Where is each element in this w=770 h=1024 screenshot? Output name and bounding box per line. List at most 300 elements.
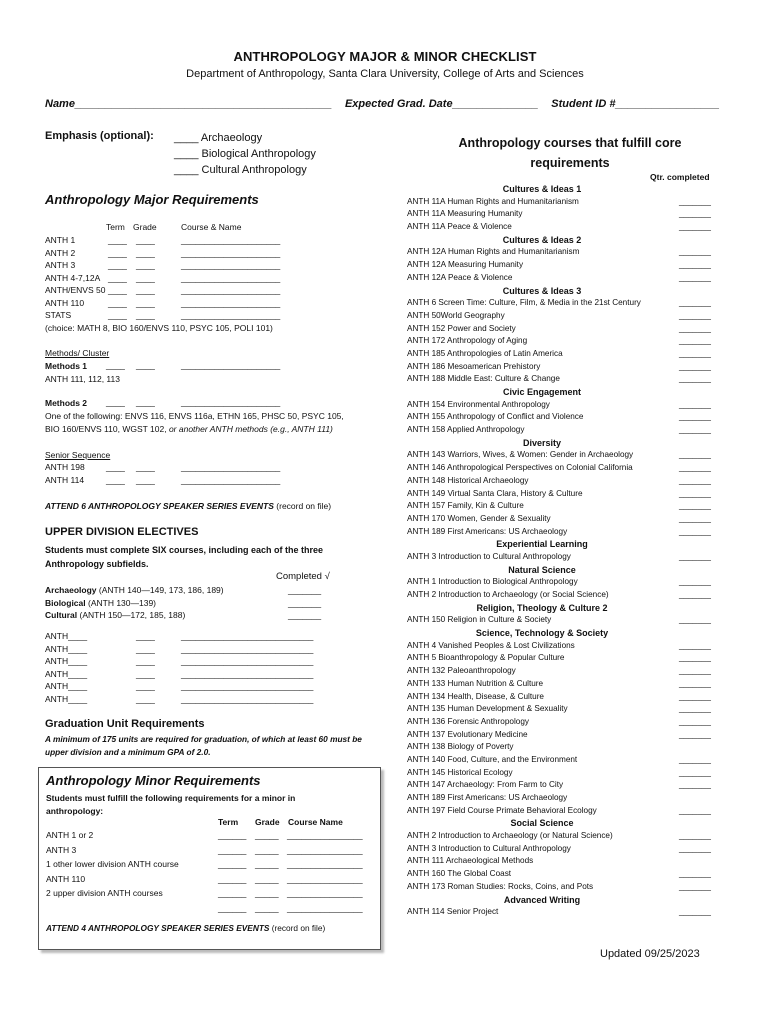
qtr-completed-blank[interactable]: _______ bbox=[679, 551, 711, 561]
completed-blank[interactable]: _______ bbox=[288, 610, 322, 620]
core-course-name: ANTH 189 First Americans: US Archaeology bbox=[407, 526, 568, 536]
anth-number-blank[interactable]: ANTH____ bbox=[45, 668, 88, 679]
grade-blank[interactable]: ____ bbox=[136, 272, 155, 283]
term-blank[interactable]: ____ bbox=[106, 474, 125, 485]
subfield-row bbox=[45, 609, 365, 622]
core-course-name: ANTH 143 Warriors, Wives, & Women: Gender in Archaeology bbox=[407, 450, 634, 460]
qtr-completed-blank[interactable]: _______ bbox=[679, 907, 711, 917]
core-course-row bbox=[407, 665, 727, 678]
course-name-blank[interactable]: _____________________ bbox=[181, 462, 281, 472]
grade-blank[interactable]: ____ bbox=[136, 297, 155, 308]
core-course-name: ANTH 50World Geography bbox=[407, 310, 505, 320]
minor-col-grade: Grade bbox=[255, 817, 280, 827]
student-id-field[interactable]: Student ID #_________________ bbox=[551, 98, 720, 110]
term-blank[interactable]: ____ bbox=[136, 631, 155, 641]
core-course-name: ANTH 138 Biology of Poverty bbox=[407, 742, 514, 752]
elective-row bbox=[45, 668, 365, 681]
core-course-name: ANTH 170 Women, Gender & Sexuality bbox=[407, 513, 551, 523]
graduation-text: A minimum of 175 units are required for graduation, of which at least 60 must be upper division and a minimum GPA of 2.0. bbox=[45, 734, 362, 757]
core-course-row bbox=[407, 323, 727, 336]
upper-division-heading: UPPER DIVISION ELECTIVES bbox=[45, 526, 199, 538]
course-name-blank[interactable]: ____________________________ bbox=[181, 668, 314, 679]
page-title: ANTHROPOLOGY MAJOR & MINOR CHECKLIST bbox=[233, 49, 537, 64]
methods-1-courses: ANTH 111, 112, 113 bbox=[45, 374, 120, 384]
core-course-row bbox=[407, 691, 727, 704]
emphasis-option[interactable]: ____ Biological Anthropology bbox=[174, 148, 316, 160]
core-course-name: ANTH 3 Introduction to Cultural Anthropology bbox=[407, 551, 571, 561]
grade-blank[interactable]: ____ bbox=[136, 474, 155, 485]
course-code: ANTH 110 bbox=[45, 297, 85, 308]
core-course-row bbox=[407, 868, 727, 881]
course-name-blank[interactable]: ________________ bbox=[287, 844, 363, 855]
course-name-blank[interactable]: _____________________ bbox=[181, 297, 281, 308]
subfield-row bbox=[45, 597, 365, 610]
qtr-completed-blank[interactable]: _______ bbox=[679, 412, 711, 422]
core-course-row bbox=[407, 399, 727, 412]
subfield-name: Biological bbox=[45, 597, 86, 608]
core-course-name: ANTH 145 Historical Ecology bbox=[407, 767, 513, 777]
term-blank[interactable]: ____ bbox=[136, 693, 155, 704]
qtr-completed-blank[interactable]: _______ bbox=[679, 501, 711, 511]
core-course-name: ANTH 160 The Global Coast bbox=[407, 869, 512, 879]
qtr-completed-blank[interactable]: _______ bbox=[679, 361, 711, 371]
core-category: Cultures & Ideas 1 bbox=[502, 184, 582, 194]
core-category: Experiential Learning bbox=[496, 539, 588, 550]
term-blank[interactable]: ______ bbox=[218, 844, 247, 855]
qtr-completed-blank[interactable]: _______ bbox=[679, 577, 711, 587]
core-course-name: ANTH 154 Environmental Anthropology bbox=[407, 399, 550, 409]
methods-1-term-blank[interactable]: ____ bbox=[106, 360, 125, 370]
subfield-rows bbox=[45, 584, 365, 622]
minor-row bbox=[46, 843, 376, 858]
major-col-grade: Grade bbox=[133, 222, 157, 232]
core-course-name: ANTH 147 Archaeology: From Farm to City bbox=[407, 780, 564, 790]
core-course-row bbox=[407, 246, 727, 259]
core-course-row bbox=[407, 652, 727, 665]
core-course-row bbox=[407, 335, 727, 348]
major-row bbox=[45, 272, 305, 285]
methods-2-term-blank[interactable]: ____ bbox=[106, 397, 125, 407]
anth-number-blank[interactable]: ANTH____ bbox=[45, 631, 88, 641]
minor-requirement: ANTH 110 bbox=[46, 873, 86, 884]
core-category: Natural Science bbox=[508, 564, 576, 575]
qtr-completed-blank[interactable]: _______ bbox=[679, 513, 711, 523]
core-course-row bbox=[407, 906, 727, 919]
course-name-blank[interactable]: _____________________ bbox=[181, 247, 281, 258]
core-course-row bbox=[407, 551, 727, 564]
qtr-completed-blank[interactable]: _______ bbox=[679, 336, 711, 346]
qtr-completed-blank[interactable]: _______ bbox=[679, 374, 711, 384]
anth-number-blank[interactable]: ANTH____ bbox=[45, 656, 88, 666]
grade-blank[interactable]: ____ bbox=[136, 310, 155, 320]
core-course-row bbox=[407, 475, 727, 488]
core-course-row bbox=[407, 462, 727, 475]
term-blank[interactable]: ____ bbox=[108, 247, 127, 258]
qtr-completed-blank[interactable]: _______ bbox=[679, 869, 711, 879]
elective-row bbox=[45, 693, 365, 706]
term-blank[interactable]: ____ bbox=[108, 285, 127, 295]
qtr-completed-blank[interactable]: _______ bbox=[679, 729, 711, 739]
course-name-blank[interactable]: ____________________________ bbox=[181, 681, 314, 691]
qtr-completed-blank[interactable]: _______ bbox=[679, 463, 711, 473]
anth-number-blank[interactable]: ANTH____ bbox=[45, 643, 88, 654]
qtr-completed-blank[interactable]: _______ bbox=[679, 780, 711, 790]
subfield-range: (ANTH 150—172, 185, 188) bbox=[77, 610, 186, 620]
core-course-name: ANTH 132 Paleoanthropology bbox=[407, 666, 516, 676]
qtr-completed-blank[interactable]: _______ bbox=[679, 298, 711, 308]
emphasis-options bbox=[174, 130, 316, 178]
minor-col-course: Course Name bbox=[288, 817, 343, 827]
completed-blank[interactable]: _______ bbox=[288, 597, 322, 608]
term-blank[interactable]: ____ bbox=[108, 297, 127, 308]
core-category: Advanced Writing bbox=[503, 894, 581, 905]
grade-blank[interactable]: _____ bbox=[255, 888, 279, 899]
core-course-name: ANTH 157 Family, Kin & Culture bbox=[407, 501, 524, 511]
course-code: STATS bbox=[45, 310, 72, 320]
core-category: Religion, Theology & Culture 2 bbox=[476, 602, 608, 613]
qtr-completed-blank[interactable]: _______ bbox=[679, 716, 711, 726]
core-course-name: ANTH 140 Food, Culture, and the Environment bbox=[407, 754, 578, 764]
qtr-completed-blank[interactable]: _______ bbox=[679, 222, 711, 232]
term-blank[interactable]: ____ bbox=[136, 656, 155, 666]
attend-minor-note: ATTEND 4 ANTHROPOLOGY SPEAKER SERIES EVENTS (record on file) bbox=[46, 923, 326, 933]
core-course-row bbox=[407, 449, 727, 462]
qtr-completed-blank[interactable]: _______ bbox=[679, 272, 711, 282]
course-name-blank[interactable]: ____________________________ bbox=[181, 643, 314, 654]
student-info-line bbox=[45, 98, 729, 110]
qtr-completed-blank[interactable]: _______ bbox=[679, 590, 711, 599]
qtr-completed-blank[interactable]: _______ bbox=[679, 526, 711, 536]
subfield-name: Cultural bbox=[45, 610, 78, 620]
grade-blank[interactable]: _____ bbox=[255, 844, 279, 855]
core-course-row bbox=[407, 830, 727, 843]
grade-blank[interactable]: _____ bbox=[255, 902, 279, 913]
qtr-completed-blank[interactable]: _______ bbox=[679, 348, 711, 358]
core-course-row bbox=[407, 754, 727, 767]
grade-blank[interactable]: ____ bbox=[136, 235, 155, 245]
qtr-completed-header: Qtr. completed bbox=[650, 172, 710, 182]
core-course-row bbox=[407, 221, 727, 234]
senior-sequence-rows bbox=[45, 461, 305, 486]
qtr-completed-blank[interactable]: _______ bbox=[679, 640, 711, 650]
core-category: Science, Technology & Society bbox=[475, 628, 609, 639]
core-course-row bbox=[407, 526, 727, 539]
core-category: Civic Engagement bbox=[502, 387, 582, 397]
course-name-blank[interactable]: ____________________________ bbox=[181, 656, 314, 666]
core-course-name: ANTH 6 Screen Time: Culture, Film, & Media in the 21st Century bbox=[407, 298, 641, 308]
methods-1-course-blank[interactable]: _____________________ bbox=[181, 360, 281, 370]
course-name-blank[interactable]: _____________________ bbox=[181, 272, 281, 283]
subfield-label bbox=[45, 597, 156, 610]
minor-row bbox=[46, 857, 376, 872]
core-category: Diversity bbox=[522, 437, 562, 448]
qtr-completed-blank[interactable]: _______ bbox=[679, 615, 711, 625]
course-code: ANTH/ENVS 50 bbox=[45, 285, 106, 295]
core-course-row bbox=[407, 741, 727, 754]
core-course-name: ANTH 173 Roman Studies: Rocks, Coins, and Pots bbox=[407, 881, 594, 891]
core-category: Cultures & Ideas 2 bbox=[502, 234, 582, 245]
subfield-range: (ANTH 130—139) bbox=[85, 597, 157, 608]
core-course-row bbox=[407, 272, 727, 285]
core-course-name: ANTH 11A Peace & Violence bbox=[407, 222, 512, 232]
course-code: ANTH 1 bbox=[45, 235, 76, 245]
anth-number-blank[interactable]: ANTH____ bbox=[45, 693, 88, 704]
core-course-name: ANTH 4 Vanished Peoples & Lost Civilizations bbox=[407, 640, 575, 650]
core-course-row bbox=[407, 576, 727, 589]
core-course-row bbox=[407, 373, 727, 386]
core-course-row bbox=[407, 614, 727, 627]
qtr-completed-blank[interactable]: _______ bbox=[679, 831, 711, 841]
qtr-completed-blank[interactable]: _______ bbox=[679, 196, 711, 206]
qtr-completed-blank[interactable]: _______ bbox=[679, 247, 711, 257]
senior-row bbox=[45, 461, 305, 474]
minor-col-term: Term bbox=[218, 817, 239, 827]
major-col-term: Term bbox=[106, 222, 125, 232]
course-code: ANTH 114 bbox=[45, 474, 85, 485]
subfield-range: (ANTH 140—149, 173, 186, 189) bbox=[96, 585, 224, 595]
course-code: ANTH 2 bbox=[45, 247, 76, 258]
core-course-name: ANTH 148 Historical Archaeology bbox=[407, 475, 529, 485]
core-course-row bbox=[407, 513, 727, 526]
minor-requirements-box bbox=[38, 767, 381, 950]
qtr-completed-blank[interactable]: _______ bbox=[679, 323, 711, 333]
core-course-name: ANTH 2 Introduction to Archaeology (or Natural Science) bbox=[407, 831, 613, 841]
grade-blank[interactable]: ____ bbox=[136, 285, 155, 295]
term-blank[interactable]: ____ bbox=[108, 260, 127, 270]
core-course-name: ANTH 172 Anthropology of Aging bbox=[407, 336, 528, 346]
major-row bbox=[45, 297, 305, 310]
core-course-name: ANTH 2 Introduction to Archaeology (or Social Science) bbox=[407, 590, 609, 599]
upper-division-desc: Students must complete SIX courses, including each of the three Anthropology subfields. bbox=[45, 545, 324, 569]
minor-heading: Anthropology Minor Requirements bbox=[46, 773, 261, 788]
core-course-row bbox=[407, 348, 727, 361]
minor-requirement: 1 other lower division ANTH course bbox=[46, 859, 179, 870]
term-blank[interactable]: ____ bbox=[108, 272, 127, 283]
core-course-row bbox=[407, 500, 727, 513]
major-row bbox=[45, 234, 305, 247]
methods-2-course-blank[interactable]: _____________________ bbox=[181, 397, 281, 407]
grade-blank[interactable]: _____ bbox=[255, 873, 279, 884]
core-course-name: ANTH 3 Introduction to Cultural Anthropology bbox=[407, 843, 571, 853]
minor-desc: Students must fulfill the following requirements for a minor in anthropology: bbox=[46, 793, 296, 816]
minor-requirement: ANTH 1 or 2 bbox=[46, 830, 94, 840]
core-course-name: ANTH 197 Field Course Primate Behavioral Ecology bbox=[407, 805, 597, 815]
subfield-row bbox=[45, 584, 365, 597]
course-name-blank[interactable]: _____________________ bbox=[181, 235, 281, 245]
elective-row bbox=[45, 655, 365, 668]
core-course-list bbox=[407, 183, 727, 919]
core-course-row bbox=[407, 767, 727, 780]
core-course-name: ANTH 158 Applied Anthropology bbox=[407, 425, 525, 435]
term-blank[interactable]: ____ bbox=[108, 310, 127, 320]
methods-1-grade-blank[interactable]: ____ bbox=[136, 360, 155, 370]
elective-row bbox=[45, 643, 365, 656]
grade-blank[interactable]: ____ bbox=[136, 462, 155, 472]
grade-blank[interactable]: ____ bbox=[136, 260, 155, 270]
methods-2-options: One of the following: ENVS 116, ENVS 116a, ETHN 165, PHSC 50, PSYC 105, bbox=[45, 411, 344, 421]
elective-row bbox=[45, 630, 365, 643]
course-name-blank[interactable]: ________________ bbox=[287, 902, 363, 913]
core-course-name: ANTH 12A Human Rights and Humanitarianism bbox=[407, 247, 580, 257]
course-name-blank[interactable]: ________________ bbox=[287, 830, 363, 840]
core-heading: Anthropology courses that fulfill core requirements bbox=[458, 136, 682, 170]
core-course-name: ANTH 12A Peace & Violence bbox=[407, 272, 513, 282]
qtr-completed-blank[interactable]: _______ bbox=[679, 425, 711, 435]
core-course-name: ANTH 135 Human Development & Sexuality bbox=[407, 704, 568, 714]
course-name-blank[interactable]: ________________ bbox=[287, 888, 363, 899]
qtr-completed-blank[interactable]: _______ bbox=[679, 653, 711, 663]
core-course-name: ANTH 155 Anthropology of Conflict and Violence bbox=[407, 412, 584, 422]
qtr-completed-blank[interactable]: _______ bbox=[679, 209, 711, 219]
major-row bbox=[45, 247, 305, 260]
core-course-row bbox=[407, 259, 727, 272]
core-course-row bbox=[407, 855, 727, 868]
core-course-row bbox=[407, 297, 727, 310]
course-code: ANTH 4-7,12A bbox=[45, 272, 101, 283]
subfield-label bbox=[45, 609, 185, 622]
core-course-name: ANTH 152 Power and Society bbox=[407, 323, 516, 333]
course-name-blank[interactable]: ____________________________ bbox=[181, 693, 314, 704]
term-blank[interactable]: ______ bbox=[218, 859, 247, 870]
course-name-blank[interactable]: _____________________ bbox=[181, 285, 281, 295]
course-code: ANTH 3 bbox=[45, 260, 76, 270]
minor-row bbox=[46, 872, 376, 887]
core-course-row bbox=[407, 488, 727, 501]
core-course-name: ANTH 186 Mesoamerican Prehistory bbox=[407, 361, 541, 371]
grade-blank[interactable]: ____ bbox=[136, 247, 155, 258]
core-course-row bbox=[407, 678, 727, 691]
core-course-name: ANTH 185 Anthropologies of Latin America bbox=[407, 348, 563, 358]
qtr-completed-blank[interactable]: _______ bbox=[679, 767, 711, 777]
term-blank[interactable]: ____ bbox=[136, 643, 155, 654]
core-course-row bbox=[407, 881, 727, 894]
minor-requirement: ANTH 3 bbox=[46, 844, 77, 855]
minor-row bbox=[46, 901, 376, 916]
qtr-completed-blank[interactable]: _______ bbox=[679, 666, 711, 676]
qtr-completed-blank[interactable]: _______ bbox=[679, 881, 711, 891]
qtr-completed-blank[interactable]: _______ bbox=[679, 450, 711, 460]
core-course-name: ANTH 1 Introduction to Biological Anthropology bbox=[407, 577, 578, 587]
major-row bbox=[45, 284, 305, 297]
minor-row bbox=[46, 828, 376, 843]
qtr-completed-blank[interactable]: _______ bbox=[679, 805, 711, 815]
course-name-blank[interactable]: _____________________ bbox=[181, 260, 281, 270]
updated-date: Updated 09/25/2023 bbox=[600, 948, 700, 960]
course-name-blank[interactable]: ________________ bbox=[287, 859, 363, 870]
core-course-row bbox=[407, 703, 727, 716]
senior-sequence-label: Senior Sequence bbox=[45, 450, 111, 460]
term-blank[interactable]: ____ bbox=[106, 462, 125, 472]
qtr-completed-blank[interactable]: _______ bbox=[679, 843, 711, 853]
core-course-row bbox=[407, 640, 727, 653]
attend-major-note: ATTEND 6 ANTHROPOLOGY SPEAKER SERIES EVENTS (record on file) bbox=[45, 501, 332, 511]
core-course-row bbox=[407, 716, 727, 729]
core-course-row bbox=[407, 729, 727, 742]
emphasis-option[interactable]: ____ Archaeology bbox=[174, 132, 263, 144]
core-course-row bbox=[407, 411, 727, 424]
qtr-completed-blank[interactable]: _______ bbox=[679, 704, 711, 714]
core-course-row bbox=[407, 779, 727, 792]
course-name-blank[interactable]: _____________________ bbox=[181, 310, 281, 320]
core-course-row bbox=[407, 208, 727, 221]
core-course-row bbox=[407, 196, 727, 209]
grade-blank[interactable]: _____ bbox=[255, 859, 279, 870]
methods-cluster-label: Methods/ Cluster bbox=[45, 348, 110, 358]
term-blank[interactable]: ______ bbox=[218, 888, 247, 899]
graduation-heading: Graduation Unit Requirements bbox=[45, 718, 205, 730]
core-course-name: ANTH 11A Human Rights and Humanitarianism bbox=[407, 196, 579, 206]
emphasis-label: Emphasis (optional): bbox=[45, 130, 154, 142]
major-col-course: Course & Name bbox=[181, 222, 242, 232]
major-heading: Anthropology Major Requirements bbox=[45, 192, 259, 207]
methods-2-label: Methods 2 bbox=[45, 398, 88, 408]
completed-blank[interactable]: _______ bbox=[288, 585, 322, 595]
major-requirement-rows bbox=[45, 234, 305, 322]
core-course-name: ANTH 5 Bioanthropology & Popular Culture bbox=[407, 653, 565, 663]
methods-2-grade-blank[interactable]: ____ bbox=[136, 397, 155, 407]
course-name-blank[interactable]: ____________________________ bbox=[181, 631, 314, 641]
emphasis-option[interactable]: ____ Cultural Anthropology bbox=[174, 164, 307, 176]
core-course-row bbox=[407, 805, 727, 818]
qtr-completed-blank[interactable]: _______ bbox=[679, 678, 711, 688]
course-name-blank[interactable]: _____________________ bbox=[181, 474, 281, 485]
core-course-row bbox=[407, 792, 727, 805]
subfield-label bbox=[45, 584, 224, 597]
core-course-name: ANTH 114 Senior Project bbox=[407, 907, 499, 917]
core-course-name: ANTH 12A Measuring Humanity bbox=[407, 260, 524, 270]
core-course-row bbox=[407, 843, 727, 856]
course-name-blank[interactable]: ________________ bbox=[287, 873, 363, 884]
stats-note: (choice: MATH 8, BIO 160/ENVS 110, PSYC 105, POLI 101) bbox=[45, 323, 273, 333]
term-blank[interactable]: ______ bbox=[218, 902, 247, 913]
core-course-row bbox=[407, 361, 727, 374]
core-category: Cultures & Ideas 3 bbox=[502, 285, 582, 296]
anth-number-blank[interactable]: ANTH____ bbox=[45, 681, 88, 691]
page-subtitle: Department of Anthropology, Santa Clara University, College of Arts and Sciences bbox=[186, 68, 584, 80]
core-course-name: ANTH 137 Evolutionary Medicine bbox=[407, 729, 528, 739]
core-course-name: ANTH 189 First Americans: US Archaeology bbox=[407, 793, 568, 802]
qtr-completed-blank[interactable]: _______ bbox=[679, 475, 711, 485]
core-course-name: ANTH 133 Human Nutrition & Culture bbox=[407, 678, 544, 688]
qtr-completed-blank[interactable]: _______ bbox=[679, 310, 711, 320]
term-blank[interactable]: ______ bbox=[218, 873, 247, 884]
term-blank[interactable]: ______ bbox=[218, 830, 247, 840]
term-blank[interactable]: ____ bbox=[108, 235, 127, 245]
core-category: Social Science bbox=[510, 818, 574, 829]
core-course-name: ANTH 149 Virtual Santa Clara, History & Culture bbox=[407, 488, 583, 498]
senior-row bbox=[45, 474, 305, 487]
core-course-name: ANTH 146 Anthropological Perspectives on Colonial California bbox=[407, 463, 633, 473]
qtr-completed-blank[interactable]: _______ bbox=[679, 260, 711, 270]
major-row bbox=[45, 309, 305, 322]
minor-rows bbox=[46, 828, 376, 916]
qtr-completed-blank[interactable]: _______ bbox=[679, 399, 711, 409]
minor-requirement: 2 upper division ANTH courses bbox=[46, 888, 163, 899]
core-course-name: ANTH 11A Measuring Humanity bbox=[407, 209, 523, 219]
qtr-completed-blank[interactable]: _______ bbox=[679, 691, 711, 701]
qtr-completed-blank[interactable]: _______ bbox=[679, 754, 711, 764]
term-blank[interactable]: ____ bbox=[136, 681, 155, 691]
name-field[interactable]: Name__________________________________________ bbox=[45, 98, 332, 110]
core-course-row bbox=[407, 424, 727, 437]
grade-blank[interactable]: _____ bbox=[255, 830, 279, 840]
core-course-name: ANTH 136 Forensic Anthropology bbox=[407, 716, 529, 726]
elective-row bbox=[45, 680, 365, 693]
elective-rows bbox=[45, 630, 365, 705]
qtr-completed-blank[interactable]: _______ bbox=[679, 488, 711, 498]
grad-date-field[interactable]: Expected Grad. Date______________ bbox=[344, 98, 539, 110]
term-blank[interactable]: ____ bbox=[136, 668, 155, 679]
